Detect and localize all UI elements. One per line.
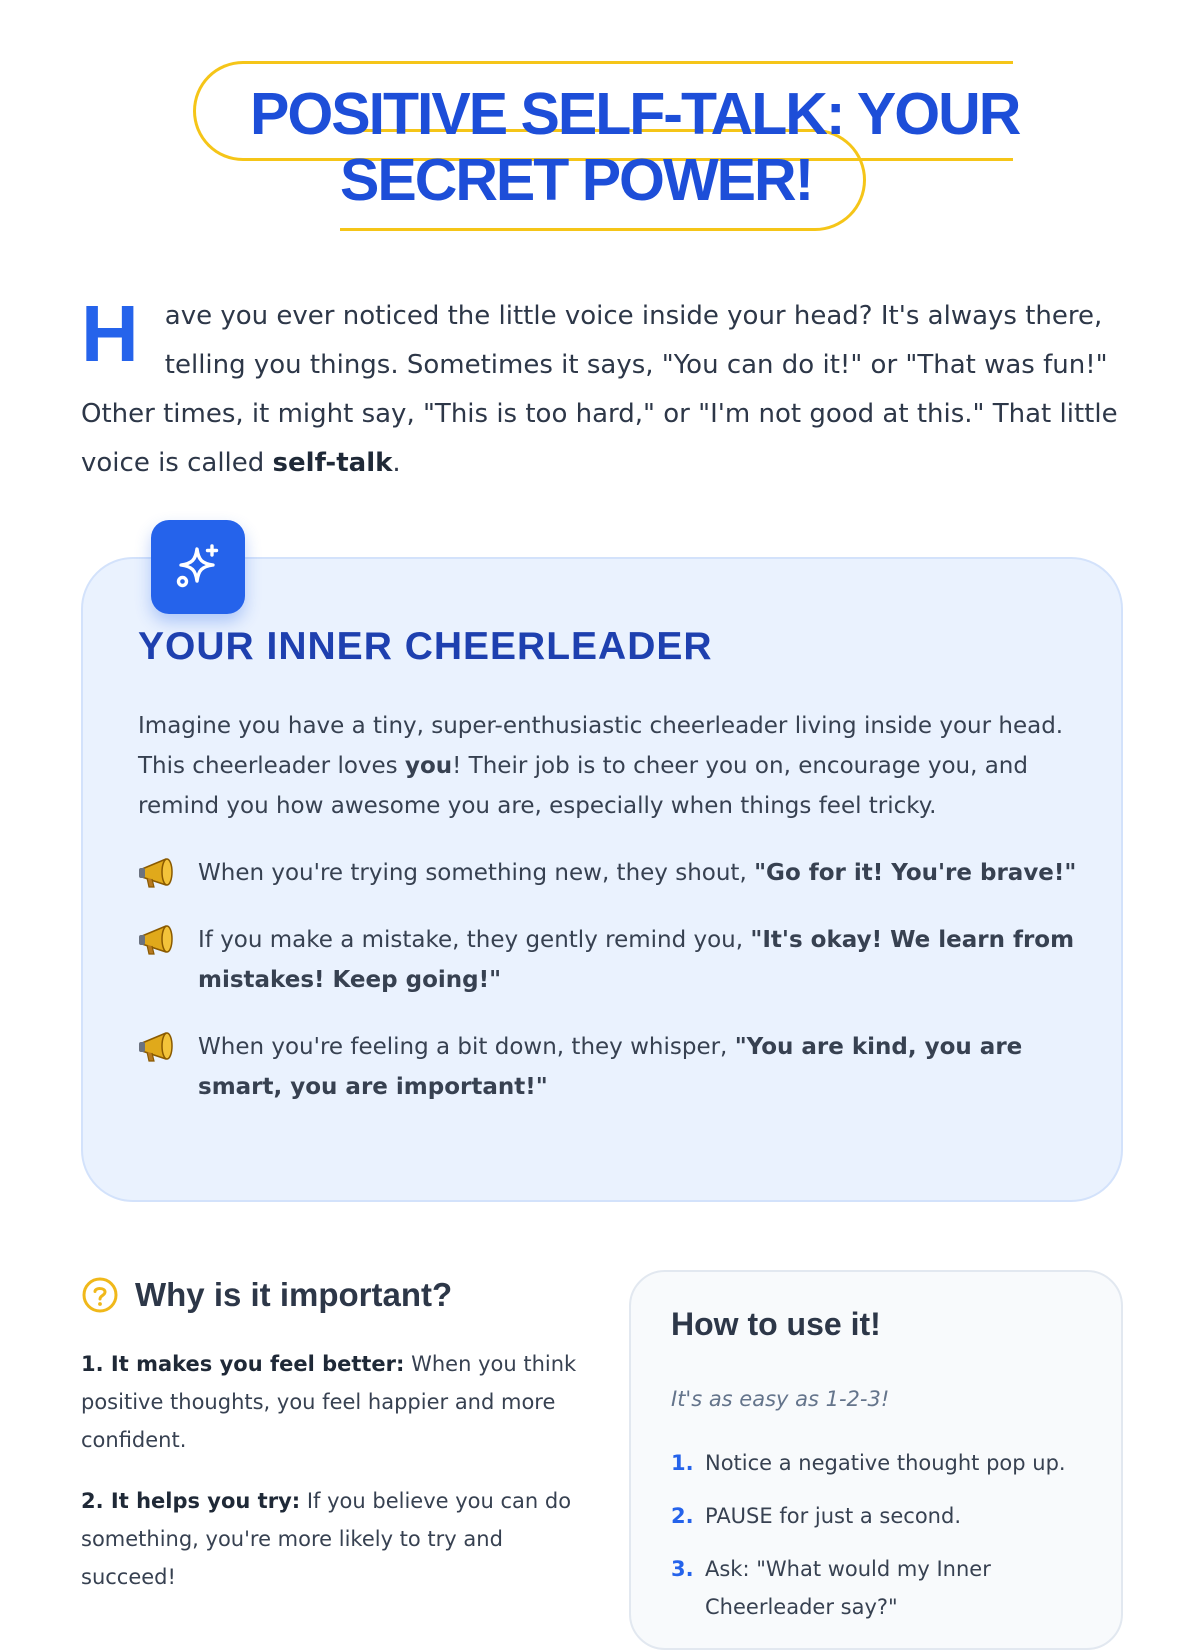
list-item: When you're trying something new, they shout, "Go for it! You're brave!"	[138, 853, 1078, 893]
megaphone-icon	[138, 855, 180, 891]
why-heading	[81, 1270, 586, 1320]
page-title-line-1: POSITIVE SELF-TALK: YOUR	[250, 81, 1020, 147]
intro-end: .	[392, 448, 401, 478]
megaphone-icon	[138, 922, 180, 958]
step-number: 3.	[671, 1557, 694, 1581]
cheerleader-title: YOUR INNER CHEERLEADER	[138, 625, 713, 668]
list-item: 1. Notice a negative thought pop up.	[671, 1444, 1091, 1482]
bullet-quote: "It's okay! We learn from mistakes! Keep going!"	[198, 927, 1075, 993]
intro-bold-term: self-talk	[272, 448, 393, 478]
intro-paragraph	[81, 289, 1126, 488]
cheerleader-intro: Imagine you have a tiny, super-enthusiastic cheerleader living inside your head. This cheerleader loves you! Their job is to cheer you on, encourage you, and remind you how awesome you are, especially when things feel tricky.	[138, 713, 1064, 819]
list-item: When you're feeling a bit down, they whisper, "You are kind, you are smart, you are important!"	[138, 1027, 1078, 1107]
why-point: 2. It helps you try: If you believe you can do something, you're more likely to try and succeed!	[81, 1489, 572, 1589]
intro-text: ave you ever noticed the little voice inside your head? It's always there, telling you things. Sometimes it says, "You can do it!" or "That was fun!" Other times, it might say, "This is too hard," or "I'm not good at this." That little voice is called	[81, 301, 1118, 478]
how-steps-list	[671, 1444, 1091, 1641]
how-title: How to use it!	[671, 1306, 881, 1342]
bullet-quote: "Go for it! You're brave!"	[754, 860, 1077, 886]
cheerleader-intro-bold: you	[404, 753, 453, 779]
list-item: 2. PAUSE for just a second.	[671, 1497, 1091, 1535]
why-point: 1. It makes you feel better: When you think positive thoughts, you feel happier and more confident.	[81, 1352, 577, 1452]
question-circle-icon	[81, 1276, 119, 1314]
step-number: 1.	[671, 1451, 694, 1475]
page-title	[0, 0, 1200, 240]
megaphone-icon	[138, 1029, 180, 1065]
list-item: If you make a mistake, they gently remind you, "It's okay! We learn from mistakes! Keep going!"	[138, 920, 1078, 1000]
bullet-quote: "You are kind, you are smart, you are important!"	[198, 1034, 1023, 1100]
cheerleader-bullet-list	[138, 853, 1078, 1134]
drop-cap: H	[81, 289, 139, 378]
page-title-line-2: SECRET POWER!	[340, 147, 813, 213]
why-section	[81, 1270, 586, 1619]
list-item: 3. Ask: "What would my Inner Cheerleader say?"	[671, 1550, 1091, 1626]
how-subtitle: It's as easy as 1-2-3!	[671, 1387, 890, 1411]
why-title: Why is it important?	[135, 1276, 453, 1313]
sparkles-icon	[151, 520, 245, 614]
how-to-card	[629, 1270, 1123, 1650]
step-number: 2.	[671, 1504, 694, 1528]
